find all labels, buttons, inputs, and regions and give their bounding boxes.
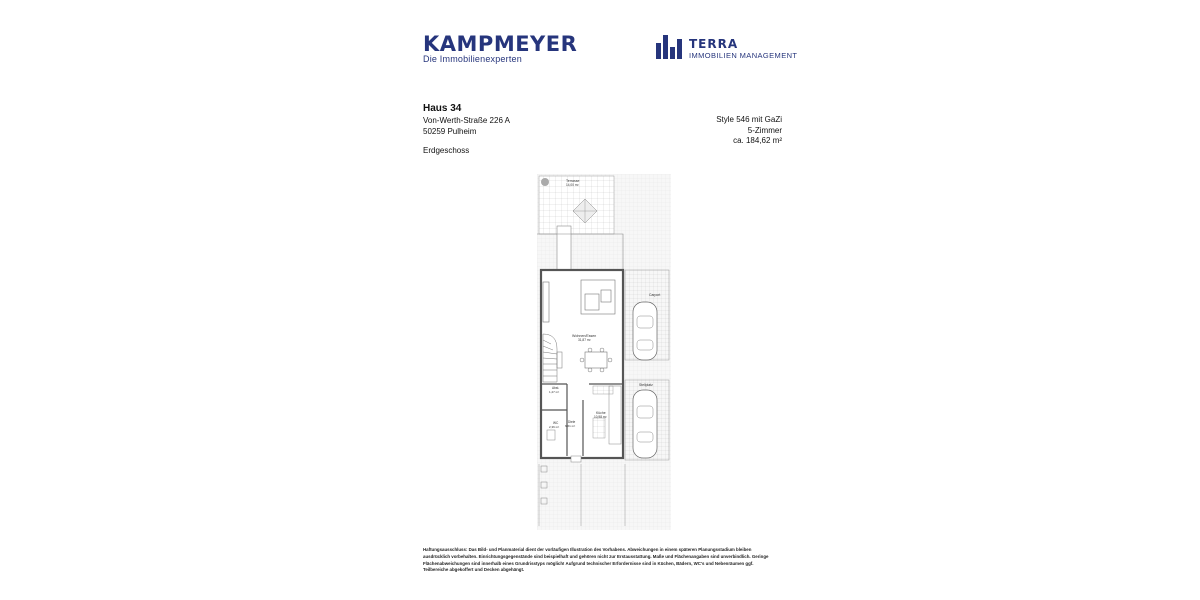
terrace-area: 14,00 m²	[566, 183, 579, 187]
kitchen-area: 10,98 m²	[594, 415, 607, 419]
parking-label: Stellplatz	[639, 383, 653, 387]
storage-area: 1,27 m²	[549, 390, 560, 394]
hall-area: 6,61 m²	[565, 424, 576, 428]
hall-label: Diele	[568, 420, 576, 424]
address-block	[423, 103, 510, 137]
wc-label: WC	[553, 421, 559, 425]
house-outline	[541, 270, 623, 462]
wc-area: 2,36 m²	[549, 425, 560, 429]
carport-label: Carport	[649, 293, 661, 297]
street-line: Von-Werth-Straße 226 A	[423, 116, 511, 125]
disclaimer-text: Haftungsausschluss: Das Bild- und Planmaterial dient der vorläufigen Illustration des Vorhabens. Abweichungen in einem späteren Planungsstadium bleiben ausdrücklich vorbehalten. Einrichtungsgegenstände sind beispielhaft und gehören nicht zur Erstausstattung. Maße und Flächenangaben sind unverbindlich. Geringe Flächenabweichungen sind innerhalb eines Grundrisstyps möglich! Aufgrund technischer Erfordernisse sind in Küchen, Bädern, WC's und Nebenräumen ggf. Teilbereiche abgekoffert und Decken abgehängt.	[423, 547, 769, 573]
living-label: Wohnen/Essen	[572, 334, 597, 338]
city-line: 50259 Pulheim	[423, 126, 477, 136]
kitchen-label: Küche	[596, 411, 606, 415]
room-count: 5-Zimmer	[747, 125, 782, 135]
total-area: ca. 184,62 m²	[733, 136, 782, 145]
storage-label: Abst.	[552, 386, 560, 390]
house-title: Haus 34	[423, 103, 462, 114]
kampmeyer-logo	[423, 34, 577, 64]
floor-label: Erdgeschoss	[423, 146, 470, 155]
car-icon	[633, 302, 657, 360]
kampmeyer-wordmark: KAMPMEYER	[423, 32, 578, 56]
terra-logo	[656, 35, 797, 60]
terra-bars-icon	[656, 35, 684, 59]
floor-plan	[537, 174, 671, 530]
terrace-label: Terrasse	[566, 179, 580, 183]
style-info	[716, 115, 782, 147]
living-area: 31,87 m²	[578, 338, 591, 342]
kampmeyer-tagline: Die Immobilienexperten	[423, 54, 522, 64]
terra-tagline: IMMOBILIEN MANAGEMENT	[689, 51, 798, 60]
terrace	[539, 176, 614, 234]
car-icon	[633, 390, 657, 458]
style-name: Style 546 mit GaZi	[716, 115, 782, 124]
terra-wordmark: TERRA	[689, 37, 739, 51]
